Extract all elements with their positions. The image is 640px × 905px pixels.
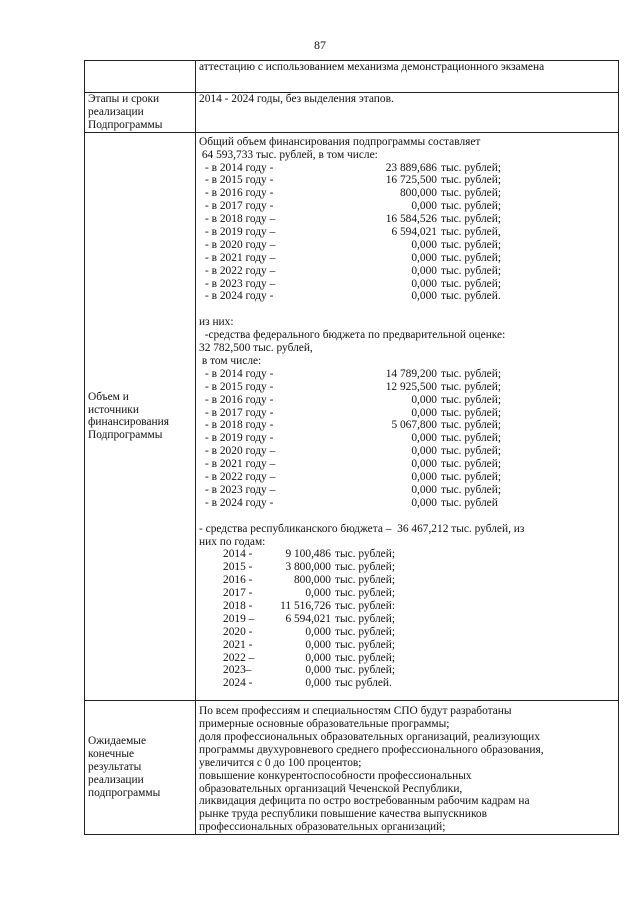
label-line: Объем и	[88, 390, 129, 403]
total-by-year-list	[199, 162, 615, 304]
year-year: - в 2021 году –	[205, 251, 276, 264]
year-amount-row	[199, 677, 615, 690]
year-amount: 0,000	[411, 483, 437, 496]
year-year: - в 2014 году -	[205, 367, 274, 380]
year-unit: тыс. рублей;	[441, 264, 501, 277]
year-amount-row	[199, 664, 615, 677]
page-number: 87	[314, 38, 326, 52]
label-line: реализации	[88, 105, 144, 118]
financing-intro: Общий объем финансирования подпрограммы составляет	[199, 135, 481, 148]
label-line: конечные	[88, 748, 135, 761]
financing-value	[196, 132, 619, 701]
year-year: 2018 -	[223, 600, 253, 612]
financing-total: 64 593,733 тыс. рублей, в том числе:	[199, 148, 378, 161]
year-amount-row	[199, 213, 615, 226]
year-unit: тыс. рублей;	[441, 277, 501, 290]
result-line: доля профессиональных образовательных организаций, реализующих	[199, 731, 540, 744]
year-amount: 0,000	[305, 651, 331, 664]
year-amount-row	[199, 548, 615, 561]
year-amount: 0,000	[411, 432, 437, 445]
year-unit: тыс. рублей;	[441, 432, 501, 445]
year-amount-row	[199, 497, 615, 510]
year-year: 2015 -	[223, 561, 253, 574]
year-year: - в 2023 году –	[205, 277, 276, 290]
table-row	[85, 61, 619, 93]
year-year: 2021 -	[223, 638, 253, 651]
year-unit: тыс. рублей;	[441, 367, 501, 380]
financing-label	[85, 132, 196, 701]
year-year: - в 2014 году -	[205, 161, 274, 174]
year-year: - в 2017 году -	[205, 200, 274, 213]
label-line: подпрограммы	[88, 787, 161, 800]
year-year: - в 2019 году -	[205, 432, 274, 445]
year-unit: тыс. рублей;	[335, 664, 395, 677]
label-line: источники	[88, 403, 139, 416]
year-amount: 0,000	[305, 625, 331, 638]
result-line: программы двухуровневого среднего профессионального образования,	[199, 743, 544, 756]
federal-by-year-list	[199, 368, 615, 510]
table-row	[85, 93, 619, 133]
year-amount: 16 725,500	[385, 174, 437, 187]
year-amount-row	[199, 652, 615, 665]
year-amount-row	[199, 239, 615, 252]
year-amount: 0,000	[411, 238, 437, 251]
year-year: - в 2022 году –	[205, 264, 276, 277]
year-amount-row	[199, 587, 615, 600]
year-unit: тыс. рублей.	[441, 290, 501, 303]
republic-header: - средства республиканского бюджета – 36 467,212 тыс. рублей, из	[199, 522, 525, 535]
year-amount: 0,000	[305, 638, 331, 651]
year-amount-row	[199, 394, 615, 407]
year-amount: 0,000	[411, 458, 437, 471]
year-year: - в 2024 году -	[205, 290, 274, 303]
year-amount: 11 516,726	[280, 600, 331, 612]
year-year: 2014 -	[223, 548, 253, 561]
year-amount: 23 889,686	[385, 161, 437, 174]
result-line: ликвидация дефицита по остро востребованным рабочим кадрам на	[199, 795, 530, 808]
year-amount-row	[199, 613, 615, 626]
year-amount: 5 067,800	[391, 419, 437, 432]
year-year: - в 2015 году -	[205, 174, 274, 187]
year-unit: тыс. рублей:	[335, 600, 395, 612]
year-unit: тыс. рублей	[441, 496, 498, 509]
stages-value: 2014 - 2024 годы, без выделения этапов.	[196, 93, 619, 133]
year-unit: тыс. рублей;	[441, 174, 501, 187]
year-unit: тыс. рублей;	[441, 380, 501, 393]
year-amount-row	[199, 381, 615, 394]
year-year: - в 2023 году –	[205, 483, 276, 496]
year-amount: 0,000	[305, 587, 331, 600]
year-unit: тыс. рублей;	[335, 548, 395, 561]
year-year: - в 2016 году -	[205, 393, 274, 406]
row-label-empty	[85, 61, 196, 93]
year-amount-row	[199, 226, 615, 239]
year-unit: тыс. рублей;	[335, 574, 395, 587]
year-amount-row	[199, 252, 615, 265]
year-unit: тыс рублей.	[335, 677, 392, 690]
year-amount-row	[199, 458, 615, 471]
label-line: результаты	[88, 761, 142, 774]
federal-incl: в том числе:	[199, 354, 262, 367]
federal-header: -средства федерального бюджета по предварительной оценке:	[199, 329, 506, 342]
year-unit: тыс. рублей;	[441, 161, 501, 174]
year-amount: 6 594,021	[391, 225, 437, 238]
results-label	[85, 701, 196, 835]
year-year: - в 2015 году -	[205, 380, 274, 393]
year-unit: тыс. рублей;	[441, 458, 501, 471]
year-amount-row	[199, 278, 615, 291]
republic-by-year-list	[199, 548, 615, 690]
year-amount: 0,000	[411, 264, 437, 277]
result-line: По всем профессиям и специальностям СПО будут разработаны	[199, 705, 512, 718]
year-year: - в 2021 году –	[205, 458, 276, 471]
year-unit: тыс. рублей;	[335, 587, 395, 600]
year-amount: 800,000	[399, 187, 437, 200]
year-year: 2019 –	[223, 612, 255, 625]
year-unit: тыс. рублей;	[441, 445, 501, 458]
year-amount: 0,000	[411, 277, 437, 290]
label-line: Этапы и сроки	[88, 93, 160, 105]
result-line: образовательных организаций Чеченской Республики,	[199, 782, 463, 795]
year-amount-row	[199, 162, 615, 175]
year-amount-row	[199, 445, 615, 458]
year-unit: тыс. рублей,	[441, 225, 501, 238]
label-line: финансирования	[88, 416, 169, 429]
year-amount-row	[199, 290, 615, 303]
year-year: - в 2022 году –	[205, 470, 276, 483]
year-amount-row	[199, 484, 615, 497]
year-unit: тыс. рублей;	[441, 419, 501, 432]
year-unit: тыс. рублей;	[441, 213, 501, 226]
year-amount-row	[199, 265, 615, 278]
result-line: примерные основные образовательные программы;	[199, 718, 450, 731]
year-year: - в 2019 году –	[205, 225, 276, 238]
year-amount-row	[199, 561, 615, 574]
year-amount-row	[199, 187, 615, 200]
year-year: - в 2017 году -	[205, 406, 274, 419]
year-unit: тыс. рублей;	[441, 470, 501, 483]
row-text-attestation: аттестацию с использованием механизма демонстрационного экзамена	[196, 61, 619, 93]
year-year: 2016 -	[223, 574, 253, 587]
year-unit: тыс. рублей;	[441, 238, 501, 251]
table-row	[85, 132, 619, 701]
year-amount: 0,000	[305, 664, 331, 677]
year-year: 2022 –	[223, 651, 255, 664]
year-unit: тыс. рублей;	[441, 200, 501, 213]
year-amount-row	[199, 600, 615, 613]
label-line: Подпрограммы	[88, 429, 163, 442]
year-amount-row	[199, 368, 615, 381]
year-amount-row	[199, 200, 615, 213]
year-amount: 0,000	[305, 677, 331, 690]
label-line: Ожидаемые	[88, 735, 147, 748]
year-year: - в 2020 году –	[205, 238, 276, 251]
year-unit: тыс. рублей;	[335, 638, 395, 651]
year-amount: 9 100,486	[285, 548, 331, 561]
results-value	[196, 701, 619, 835]
year-amount-row	[199, 419, 615, 432]
year-unit: тыс. рублей;	[441, 406, 501, 419]
year-amount: 16 584,526	[385, 213, 437, 226]
year-year: - в 2020 году –	[205, 445, 276, 458]
year-amount: 0,000	[411, 445, 437, 458]
year-year: - в 2018 году –	[205, 213, 276, 226]
year-amount: 0,000	[411, 251, 437, 264]
year-unit: тыс. рублей;	[335, 612, 395, 625]
stages-label	[85, 93, 196, 133]
year-amount-row	[199, 432, 615, 445]
year-amount: 0,000	[411, 200, 437, 213]
year-year: 2020 -	[223, 625, 253, 638]
year-amount: 0,000	[411, 496, 437, 509]
year-amount: 0,000	[411, 406, 437, 419]
table-row	[85, 701, 619, 835]
year-unit: тыс. рублей;	[335, 625, 395, 638]
result-line: профессиональных образовательных организаций;	[199, 821, 446, 834]
year-amount: 14 789,200	[385, 367, 437, 380]
year-amount-row	[199, 574, 615, 587]
result-line: увеличится с 0 до 100 процентов;	[199, 756, 362, 769]
year-unit: тыс. рублей;	[441, 483, 501, 496]
year-year: - в 2024 году -	[205, 496, 274, 509]
year-amount: 0,000	[411, 290, 437, 303]
year-amount: 0,000	[411, 393, 437, 406]
label-line: реализации	[88, 774, 144, 787]
year-year: - в 2018 году -	[205, 419, 274, 432]
year-unit: тыс. рублей;	[441, 393, 501, 406]
year-amount-row	[199, 471, 615, 484]
year-amount-row	[199, 626, 615, 639]
year-amount-row	[199, 407, 615, 420]
year-amount: 6 594,021	[285, 612, 331, 625]
year-year: 2017 -	[223, 587, 253, 600]
year-unit: тыс. рублей;	[335, 561, 395, 574]
year-unit: тыс. рублей;	[335, 651, 395, 664]
result-line: рынке труда республики повышение качества выпускников	[199, 808, 488, 821]
result-line: повышение конкурентоспособности профессиональных	[199, 769, 472, 782]
federal-total: 32 782,500 тыс. рублей,	[199, 342, 313, 355]
year-year: 2023–	[223, 664, 252, 677]
year-amount: 3 800,000	[285, 561, 331, 574]
year-unit: тыс. рублей;	[441, 187, 501, 200]
republic-header-cont: них по годам:	[199, 535, 266, 548]
year-unit: тыс. рублей;	[441, 251, 501, 264]
year-amount: 12 925,500	[385, 380, 437, 393]
year-amount: 0,000	[411, 470, 437, 483]
year-amount: 800,000	[293, 574, 331, 587]
year-year: 2024 -	[223, 677, 253, 690]
year-year: - в 2016 году -	[205, 187, 274, 200]
year-amount-row	[199, 174, 615, 187]
year-amount-row	[199, 639, 615, 652]
label-line: Подпрограммы	[88, 118, 163, 131]
of-them-label: из них:	[199, 316, 234, 329]
subprogram-passport-table	[84, 60, 619, 835]
